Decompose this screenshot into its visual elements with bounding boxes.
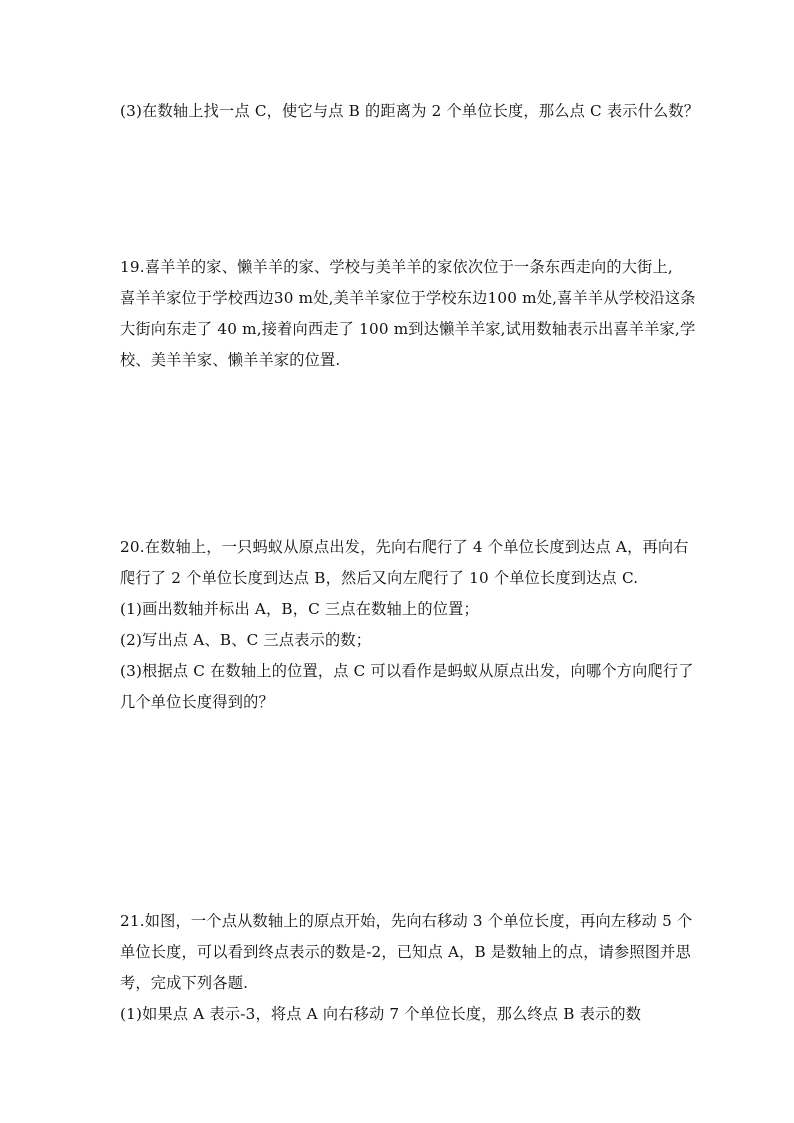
question-21-line-2: 单位长度，可以看到终点表示的数是-2，已知点 A，B 是数轴上的点，请参照图并思 [120, 943, 691, 961]
question-20-part-2: (2)写出点 A、B、C 三点表示的数； [120, 631, 372, 649]
question-19-line-1: 19.喜羊羊的家、懒羊羊的家、学校与美羊羊的家依次位于一条东西走向的大街上, [120, 258, 673, 276]
question-19-line-4: 校、美羊羊家、懒羊羊家的位置. [120, 351, 341, 369]
question-19-line-3: 大街向东走了 40 m,接着向西走了 100 m到达懒羊羊家,试用数轴表示出喜羊羊家,学 [120, 320, 696, 338]
question-18-part-3: (3)在数轴上找一点 C，使它与点 B 的距离为 2 个单位长度，那么点 C 表示什么数？ [120, 102, 700, 120]
question-20-part-1: (1)画出数轴并标出 A，B，C 三点在数轴上的位置； [120, 600, 479, 618]
question-21-line-3: 考，完成下列各题. [120, 974, 249, 992]
question-19-line-2: 喜羊羊家位于学校西边30 m处,美羊羊家位于学校东边100 m处,喜羊羊从学校沿这条 [120, 289, 696, 307]
question-20-line-1: 20.在数轴上，一只蚂蚁从原点出发，先向右爬行了 4 个单位长度到达点 A，再向右 [120, 538, 689, 556]
question-21-part-1: (1)如果点 A 表示-3，将点 A 向右移动 7 个单位长度，那么终点 B 表示的数 [120, 1005, 642, 1023]
question-20-part-3-cont: 几个单位长度得到的？ [120, 693, 274, 711]
question-21-line-1: 21.如图，一个点从数轴上的原点开始，先向右移动 3 个单位长度，再向左移动 5 个 [120, 912, 693, 930]
question-20-part-3: (3)根据点 C 在数轴上的位置，点 C 可以看作是蚂蚁从原点出发，向哪个方向爬行了 [120, 662, 694, 680]
question-20-line-2: 爬行了 2 个单位长度到达点 B，然后又向左爬行了 10 个单位长度到达点 C. [120, 569, 639, 587]
